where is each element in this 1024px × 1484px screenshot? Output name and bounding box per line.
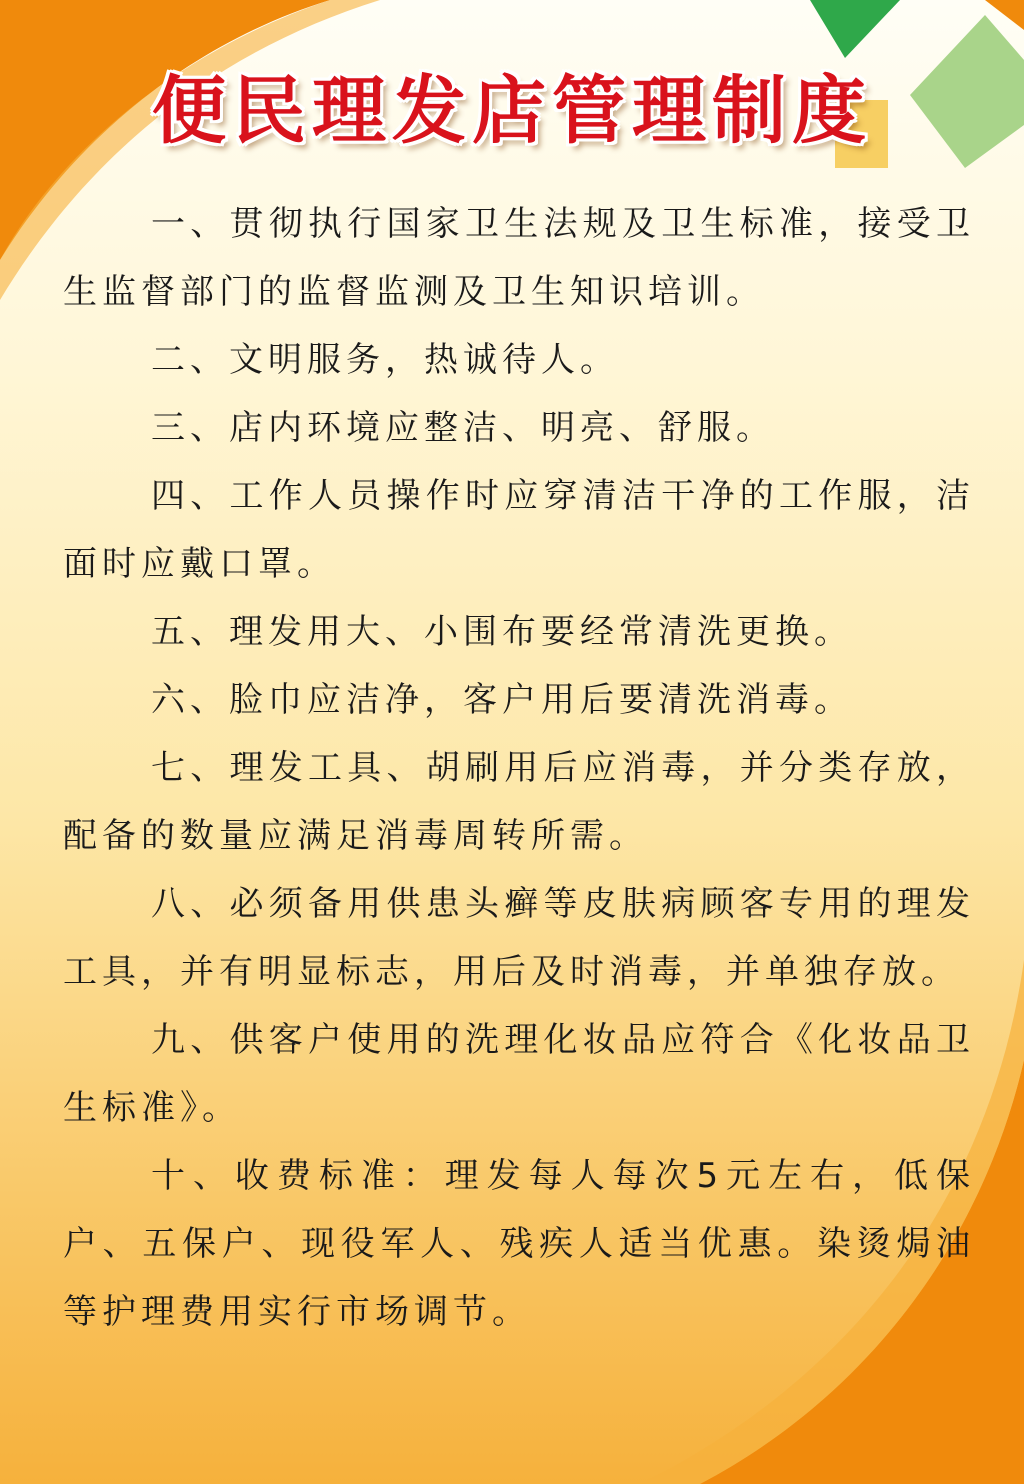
rule-item: 九、供客户使用的洗理化妆品应符合《化妆品卫生标准》。 bbox=[63, 1020, 975, 1128]
rule-item: 三、店内环境应整洁、明亮、舒服。 bbox=[151, 408, 775, 448]
rule-item: 七、理发工具、胡刷用后应消毒，并分类存放，配备的数量应满足消毒周转所需。 bbox=[63, 748, 975, 856]
poster-title: 便民理发店管理制度 bbox=[152, 68, 872, 154]
rule-item: 六、脸巾应洁净，客户用后要清洗消毒。 bbox=[151, 680, 853, 720]
rule-item: 四、工作人员操作时应穿清洁干净的工作服，洁面时应戴口罩。 bbox=[63, 476, 975, 584]
rule-item: 一、贯彻执行国家卫生法规及卫生标准，接受卫生监督部门的监督监测及卫生知识培训。 bbox=[63, 204, 975, 312]
rules-list bbox=[63, 190, 975, 1346]
rule-item: 十、收费标准：理发每人每次5元左右，低保户、五保户、现役军人、残疾人适当优惠。染烫焗油等护理费用实行市场调节。 bbox=[63, 1156, 975, 1332]
rule-item: 二、文明服务，热诚待人。 bbox=[151, 340, 619, 380]
green-diamond bbox=[810, 0, 900, 58]
rule-item: 八、必须备用供患头癣等皮肤病顾客专用的理发工具，并有明显标志，用后及时消毒，并单独存放。 bbox=[63, 884, 975, 992]
rule-item: 五、理发用大、小围布要经常清洗更换。 bbox=[151, 612, 853, 652]
